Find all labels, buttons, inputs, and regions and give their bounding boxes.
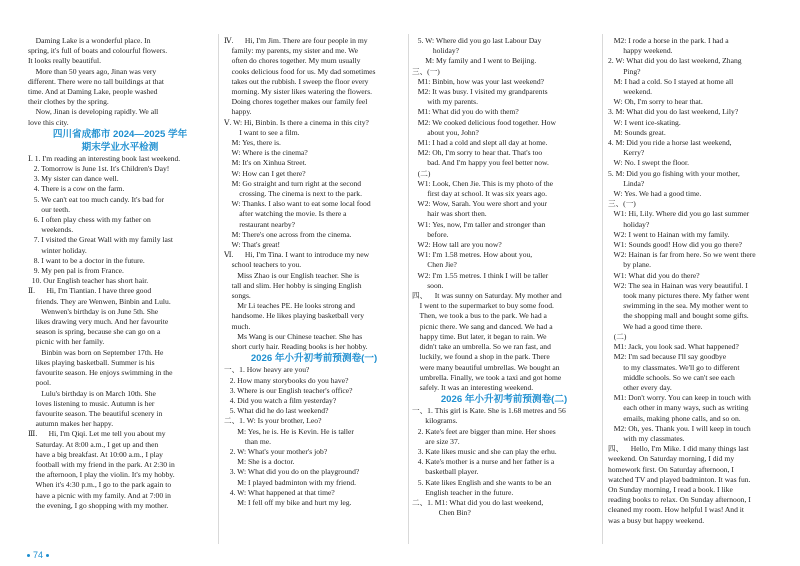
text-line: 一、1. How heavy are you? [224, 365, 310, 375]
text-line: Linda? [608, 178, 645, 188]
text-line: 4. There is a cow on the farm. [28, 184, 125, 194]
text-line: Ⅱ. Hi, I'm Tiantian. I have three good [28, 286, 152, 296]
text-line: W2: The sea in Hainan was very beautiful. I [608, 280, 748, 290]
text-line: W: Where is the cinema? [224, 148, 308, 158]
page-number: 74 [33, 549, 44, 560]
text-line: other every day. [608, 382, 672, 392]
page-footer [24, 550, 52, 560]
text-line: Mr Li teaches PE. He looks strong and [224, 301, 355, 311]
column-2 [224, 36, 404, 508]
text-line: M2: Oh, I'm sorry to hear that. That's too [412, 148, 543, 158]
text-line: Chen Bin? [412, 508, 471, 518]
text-line: 4. M: Did you ride a horse last weekend, [608, 138, 732, 148]
text-line: W2: Wow, Sarah. You were short and your [412, 199, 548, 209]
text-line: Miss Zhao is our English teacher. She is [224, 270, 360, 280]
text-line: W1: Yes, now, I'm taller and stronger than [412, 219, 546, 229]
text-line: M2: It was busy. I visited my grandparents [412, 87, 548, 97]
text-line: their clothes by the spring. [28, 97, 109, 107]
text-line: M2: Oh, yes. Thank you. I will keep in touch [608, 423, 751, 433]
text-line: took many pictures there. My father went [608, 291, 750, 301]
text-line: swimming in the sea. My mother went to [608, 301, 749, 311]
text-line: M: It's on Xinhua Street. [224, 158, 307, 168]
text-line: hair was short then. [412, 209, 487, 219]
text-line: M: My family and I went to Beijing. [412, 56, 537, 66]
text-line: restaurant nearby? [224, 219, 296, 229]
text-line: W: Oh, I'm sorry to hear that. [608, 97, 703, 107]
text-line: M1: I had a cold and slept all day at home. [412, 138, 548, 148]
text-line: school teachers to you. [224, 260, 302, 270]
text-line: likes playing basketball. Summer is his [28, 357, 155, 367]
text-line: by plane. [608, 260, 652, 270]
column-1 [28, 36, 212, 511]
text-line: M: I had a cold. So I stayed at home all [608, 76, 734, 86]
text-line: Then, we took a bus to the park. We had a [412, 311, 547, 321]
text-line: winter holiday. [28, 245, 87, 255]
text-line: songs. [224, 291, 251, 301]
text-line: 3. Where is our English teacher's office? [224, 385, 353, 395]
text-line: takes out the rubbish. I sweep the floor every [224, 76, 369, 86]
text-line: 2. How many storybooks do you have? [224, 375, 349, 385]
text-line: after watching the movie. Is there a [224, 209, 347, 219]
text-line: 7. I visited the Great Wall with my family last [28, 235, 173, 245]
text-line: much. [224, 321, 251, 331]
text-line: 3. W: What did you do on the playground? [224, 467, 360, 477]
text-line: Doing chores together makes our family feel [224, 97, 368, 107]
text-line: M: I fell off my bike and hurt my leg. [224, 497, 352, 507]
text-line: Now, Jinan is developing rapidly. We all [28, 107, 159, 117]
text-line: the afternoon, I play the violin. It's my hobby. [28, 470, 175, 480]
text-line: bad. And I'm happy you feel better now. [412, 158, 549, 168]
text-line: the shopping mall and bought some gifts. [608, 311, 749, 321]
text-line: soon. [412, 280, 444, 290]
text-line: W2: Hainan is far from here. So we went there [608, 250, 756, 260]
text-line: M: Go straight and turn right at the second [224, 178, 362, 188]
text-line: safely. It was an interesting weekend. [412, 382, 534, 392]
text-line: favourite season. The beautiful scenery in [28, 408, 163, 418]
text-line: 四、 Hello, I'm Mike. I did many things last [608, 444, 749, 454]
text-line: M2: I'm sad because I'll say goodbye [608, 352, 727, 362]
text-line: favourite season. He enjoys swimming in the [28, 368, 173, 378]
text-line: reading books to relax. On Sunday afternoon, I [608, 495, 751, 505]
text-line: Daming Lake is a wonderful place. In [28, 36, 151, 45]
text-line: watched TV and played badminton. It was fun. [608, 474, 751, 484]
text-line: basketball player. [412, 467, 479, 477]
column-divider [602, 34, 603, 544]
text-line: W1: Hi, Lily. Where did you go last summer [608, 209, 750, 219]
text-line: M1: What did you do with them? [412, 107, 519, 117]
text-line: 5. Kate likes English and she wants to be an [412, 477, 552, 487]
text-line: 四、 It was sunny on Saturday. My mother and [412, 291, 562, 301]
text-line: W2: I'm 1.55 metres. I think I will be taller [412, 270, 549, 280]
text-line: 三、(一) [608, 199, 636, 209]
text-line: W: No. I swept the floor. [608, 158, 689, 168]
text-line: love this city. [28, 117, 69, 127]
text-line: have a picnic with my family. And at 7:00 in [28, 490, 171, 500]
text-line: spring, it's full of boats and colourful flowers. [28, 46, 168, 56]
text-line: W: I went ice-skating. [608, 117, 681, 127]
text-line: 三、(一) [412, 66, 440, 76]
text-line: M1: Jack, you look sad. What happened? [608, 342, 739, 352]
text-line: each other in many ways, such as writing [608, 403, 749, 413]
text-line: likes drawing very much. And her favourite [28, 317, 169, 327]
text-line: was a busy but happy weekend. [608, 515, 705, 525]
text-line: I want to see a film. [224, 127, 300, 137]
text-line: 4. Did you watch a film yesterday? [224, 395, 337, 405]
text-line: 4. Kate's mother is a nurse and her father is a [412, 457, 555, 467]
text-line: loves listening to music. Autumn is her [28, 398, 155, 408]
section-heading: 四川省成都市 2024—2025 学年 [52, 128, 188, 140]
text-line: W: Yes. We had a good time. [608, 189, 702, 199]
text-line: It looks really beautiful. [28, 56, 101, 66]
text-line: English teacher in the future. [412, 487, 514, 497]
text-line: 10. Our English teacher has short hair. [28, 276, 149, 286]
text-line: Ms Wang is our Chinese teacher. She has [224, 331, 363, 341]
text-line: 8. I want to be a doctor in the future. [28, 255, 145, 265]
text-line: are size 37. [412, 436, 460, 446]
text-line: W2: I went to Hainan with my family. [608, 229, 730, 239]
text-line: our teeth. [28, 204, 70, 214]
text-line: 3. Kate likes music and she can play the erhu. [412, 446, 557, 456]
text-line: 9. My pen pal is from France. [28, 266, 124, 276]
text-line: emails, making phone calls, and so on. [608, 413, 741, 423]
text-line: time. And at Daming Lake, people washed [28, 87, 158, 97]
text-line: Ⅲ. Hi, I'm Qiqi. Let me tell you about my [28, 429, 166, 439]
text-line: different. There were no tall buildings at that [28, 76, 164, 86]
text-line: middle schools. So we can't see each [608, 372, 735, 382]
text-line: about you, John? [412, 127, 479, 137]
text-line: picnic with her family. [28, 337, 105, 347]
text-line: 3. M: What did you do last weekend, Lily? [608, 107, 739, 117]
text-line: Binbin was born on September 17th. He [28, 347, 164, 357]
text-line: with my parents. [412, 97, 479, 107]
text-line: 5. What did he do last weekend? [224, 406, 329, 416]
column-3 [412, 36, 596, 518]
text-line: Lulu's birthday is on March 10th. She [28, 388, 156, 398]
text-line: W1: Sounds good! How did you go there? [608, 240, 743, 250]
text-line: 2. W: What's your mother's job? [224, 446, 328, 456]
text-line: 2. Tomorrow is June 1st. It's Children's Day! [28, 164, 170, 174]
text-line: before. [412, 229, 449, 239]
text-line: cleaned my room. How helpful I was! And it [608, 505, 745, 515]
text-line: the evening, I go shopping with my mother. [28, 500, 169, 510]
text-line: W: That's great! [224, 240, 281, 250]
column-divider [218, 34, 219, 544]
text-line: On Sunday morning, I read a book. I like [608, 484, 733, 494]
text-line: Saturday. At 8:00 a.m., I get up and then [28, 439, 159, 449]
column-4 [608, 36, 784, 526]
text-line: handsome. He likes playing basketball very [224, 311, 365, 321]
text-line: M: Sounds great. [608, 127, 666, 137]
text-line: often do chores together. My mum usually [224, 56, 361, 66]
text-line: weekend. [608, 87, 653, 97]
footer-dot-icon [46, 554, 49, 557]
text-line: W1: Look, Chen Jie. This is my photo of the [412, 178, 554, 188]
text-line: (二) [412, 168, 431, 178]
text-line: pool. [28, 378, 51, 388]
section-heading: 2026 年小升初考前预测卷(一) [250, 353, 378, 365]
text-line: with my classmates. [608, 433, 685, 443]
text-line: 二、1. M1: What did you do last weekend, [412, 497, 544, 507]
text-line: tall and slim. Her hobby is singing English [224, 280, 362, 290]
text-line: Ⅳ. Hi, I'm Jim. There are four people in my [224, 36, 368, 45]
text-line: M: Yes, he is. He is Kevin. He is taller [224, 426, 354, 436]
text-line: 2. Kate's feet are bigger than mine. Her shoes [412, 426, 556, 436]
text-line: picnic there. We sang and danced. We had a [412, 321, 553, 331]
text-line: When it's 4:30 p.m., I go to the park again to [28, 480, 172, 490]
text-line: Ⅴ. W: Hi, Binbin. Is there a cinema in this city? [224, 117, 369, 127]
text-line: W2: How tall are you now? [412, 240, 502, 250]
text-line: 5. We can't eat too much candy. It's bad for [28, 194, 165, 204]
text-line: friends. They are Wenwen, Binbin and Lulu. [28, 296, 171, 306]
text-line: crossing. The cinema is next to the park. [224, 189, 362, 199]
text-line: 3. My sister can dance well. [28, 174, 119, 184]
text-line: W1: I'm 1.58 metres. How about you, [412, 250, 533, 260]
text-line: weekend. On Saturday morning, I did my [608, 454, 735, 464]
text-line: I went to the supermarket to buy some food. [412, 301, 554, 311]
text-line: 2. W: What did you do last weekend, Zhang [608, 56, 742, 66]
text-line: M: I played badminton with my friend. [224, 477, 357, 487]
text-line: first day at school. It was six years ago. [412, 189, 547, 199]
text-line: M2: We cooked delicious food together. How [412, 117, 556, 127]
text-line: holiday? [412, 46, 460, 56]
text-line: 二、1. W: Is your brother, Leo? [224, 416, 322, 426]
text-line: autumn makes her happy. [28, 419, 114, 429]
column-divider [408, 34, 409, 544]
text-line: More than 50 years ago, Jinan was very [28, 66, 157, 76]
text-line: short curly hair. Reading books is her hobby. [224, 342, 368, 352]
text-line: season is spring, because she can go on a [28, 327, 161, 337]
text-line: cooks delicious food for us. My dad sometimes [224, 66, 376, 76]
text-line: W1: What did you do there? [608, 270, 700, 280]
text-line: Chen Jie? [412, 260, 457, 270]
text-line: homework first. On Saturday afternoon, I [608, 464, 734, 474]
text-line: umbrella. Finally, we took a taxi and got home [412, 372, 562, 382]
text-line: M1: Don't worry. You can keep in touch with [608, 393, 751, 403]
text-line: (二) [608, 331, 627, 341]
text-line: didn't take an umbrella. So we ran fast, and [412, 342, 551, 352]
text-line: Kerry? [608, 148, 645, 158]
text-line: kilograms. [412, 416, 458, 426]
text-line: to my classmates. We'll go to different [608, 362, 740, 372]
text-line: 一、1. This girl is Kate. She is 1.68 metres and 56 [412, 406, 566, 416]
text-line: W: Thanks. I also want to eat some local food [224, 199, 371, 209]
text-line: happy weekend. [608, 46, 673, 56]
section-heading: 期末学业水平检测 [81, 141, 159, 153]
text-line: Ⅵ. Hi, I'm Tina. I want to introduce my new [224, 250, 370, 260]
text-line: M: There's one across from the cinema. [224, 229, 352, 239]
text-line: Ⅰ. 1. I'm reading an interesting book last weekend. [28, 153, 181, 163]
text-line: luckily, we found a shop in the park. There [412, 352, 550, 362]
text-line: 5. W: Where did you go last Labour Day [412, 36, 542, 45]
text-line: 6. I often play chess with my father on [28, 215, 151, 225]
text-line: happy time. But later, it began to rain. We [412, 331, 547, 341]
text-line: We had a good time there. [608, 321, 703, 331]
text-line: Wenwen's birthday is on June 5th. She [28, 306, 159, 316]
text-line: M1: Binbin, how was your last weekend? [412, 76, 545, 86]
text-line: 4. W: What happened at that time? [224, 487, 335, 497]
text-line: Ping? [608, 66, 641, 76]
text-line: M: Yes, there is. [224, 138, 281, 148]
text-line: M2: I rode a horse in the park. I had a [608, 36, 729, 45]
text-line: 5. M: Did you go fishing with your mother, [608, 168, 740, 178]
text-line: W: How can I get there? [224, 168, 306, 178]
text-line: morning. My sister likes watering the flowers. [224, 87, 373, 97]
text-line: have a big breakfast. At 10:00 a.m., I play [28, 449, 163, 459]
text-line: family: my parents, my sister and me. We [224, 46, 359, 56]
text-line: were many beautiful umbrellas. We bought an [412, 362, 560, 372]
text-line: than me. [224, 436, 272, 446]
text-line: holiday? [608, 219, 650, 229]
text-line: football with my friend in the park. At 2:30 in [28, 459, 175, 469]
section-heading: 2026 年小升初考前预测卷(二) [440, 394, 568, 406]
text-line: weekends. [28, 225, 74, 235]
footer-dot-icon [27, 554, 30, 557]
text-line: happy. [224, 107, 252, 117]
text-line: M: She is a doctor. [224, 457, 295, 467]
